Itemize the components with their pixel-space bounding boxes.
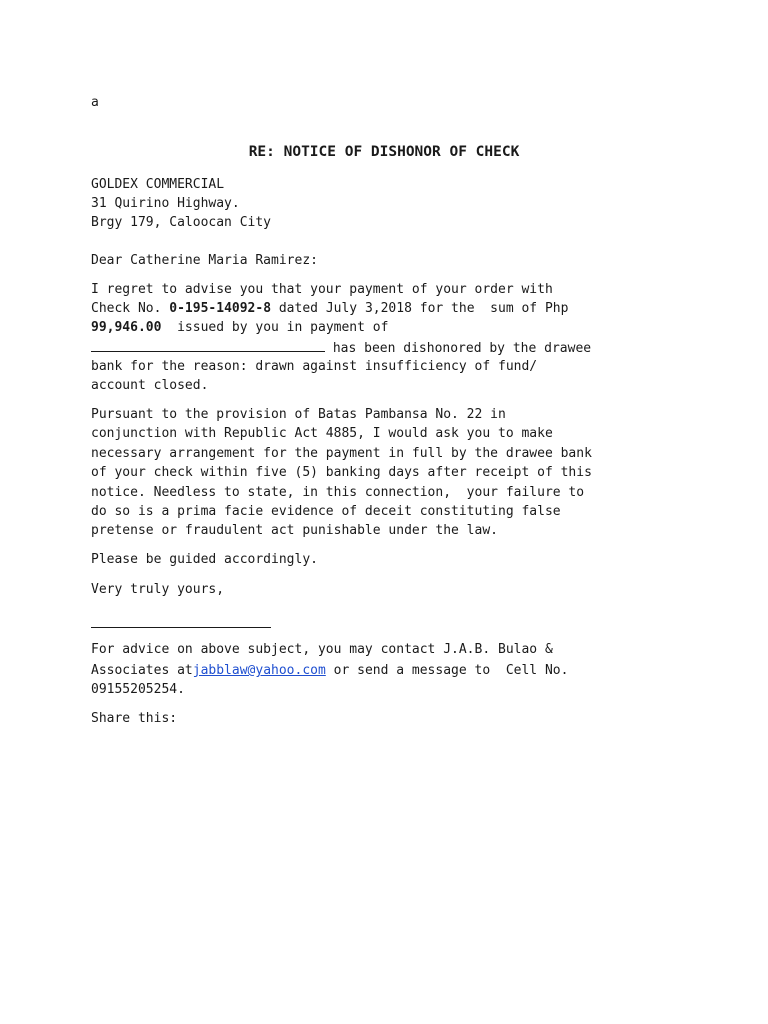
check-label: Check No.	[91, 301, 170, 316]
paragraph-line: necessary arrangement for the payment in full by the drawee bank	[91, 446, 592, 461]
paragraph-line	[91, 338, 591, 357]
dishonored-text: has been dishonored by the drawee	[325, 341, 592, 356]
contact-phone: 09155205254.	[91, 682, 185, 697]
check-date-text: dated July 3,2018 for the sum of Php	[271, 301, 569, 316]
document-title: RE: NOTICE OF DISHONOR OF CHECK	[248, 144, 520, 160]
contact-suffix: or send a message to Cell No.	[325, 663, 569, 678]
guided-text: Please be guided accordingly.	[91, 552, 318, 567]
paragraph-line: I regret to advise you that your payment of your order with	[91, 282, 553, 297]
share-label: Share this:	[91, 711, 178, 726]
address-street: 31 Quirino Highway.	[91, 196, 240, 211]
paragraph-line: bank for the reason: drawn against insufficiency of fund/	[91, 359, 538, 374]
payment-text: issued by you in payment of	[161, 320, 389, 335]
address-company: GOLDEX COMMERCIAL	[91, 177, 225, 192]
check-amount: 99,946.00	[91, 320, 162, 335]
contact-line: For advice on above subject, you may contact J.A.B. Bulao &	[91, 642, 553, 657]
closing-text: Very truly yours,	[91, 582, 225, 597]
paragraph-line: Pursuant to the provision of Batas Pambansa No. 22 in	[91, 407, 506, 422]
signature-line	[91, 627, 271, 628]
paragraph-line: pretense or fraudulent act punishable under the law.	[91, 523, 498, 538]
salutation: Dear Catherine Maria Ramirez:	[91, 253, 318, 268]
corner-mark: a	[91, 95, 99, 110]
paragraph-line: notice. Needless to state, in this connection, your failure to	[91, 485, 585, 500]
paragraph-line: conjunction with Republic Act 4885, I would ask you to make	[91, 426, 553, 441]
address-city: Brgy 179, Caloocan City	[91, 215, 272, 230]
paragraph-line: of your check within five (5) banking days after receipt of this	[91, 465, 592, 480]
check-number: 0-195-14092-8	[169, 301, 272, 316]
paragraph-line: do so is a prima facie evidence of deceit constituting false	[91, 504, 561, 519]
contact-prefix: Associates at	[91, 663, 193, 678]
email-link[interactable]: jabblaw@yahoo.com	[192, 663, 326, 678]
paragraph-line	[91, 318, 388, 337]
blank-line	[91, 338, 325, 352]
paragraph-line	[91, 299, 568, 318]
paragraph-line: account closed.	[91, 378, 209, 393]
contact-line	[91, 661, 568, 680]
